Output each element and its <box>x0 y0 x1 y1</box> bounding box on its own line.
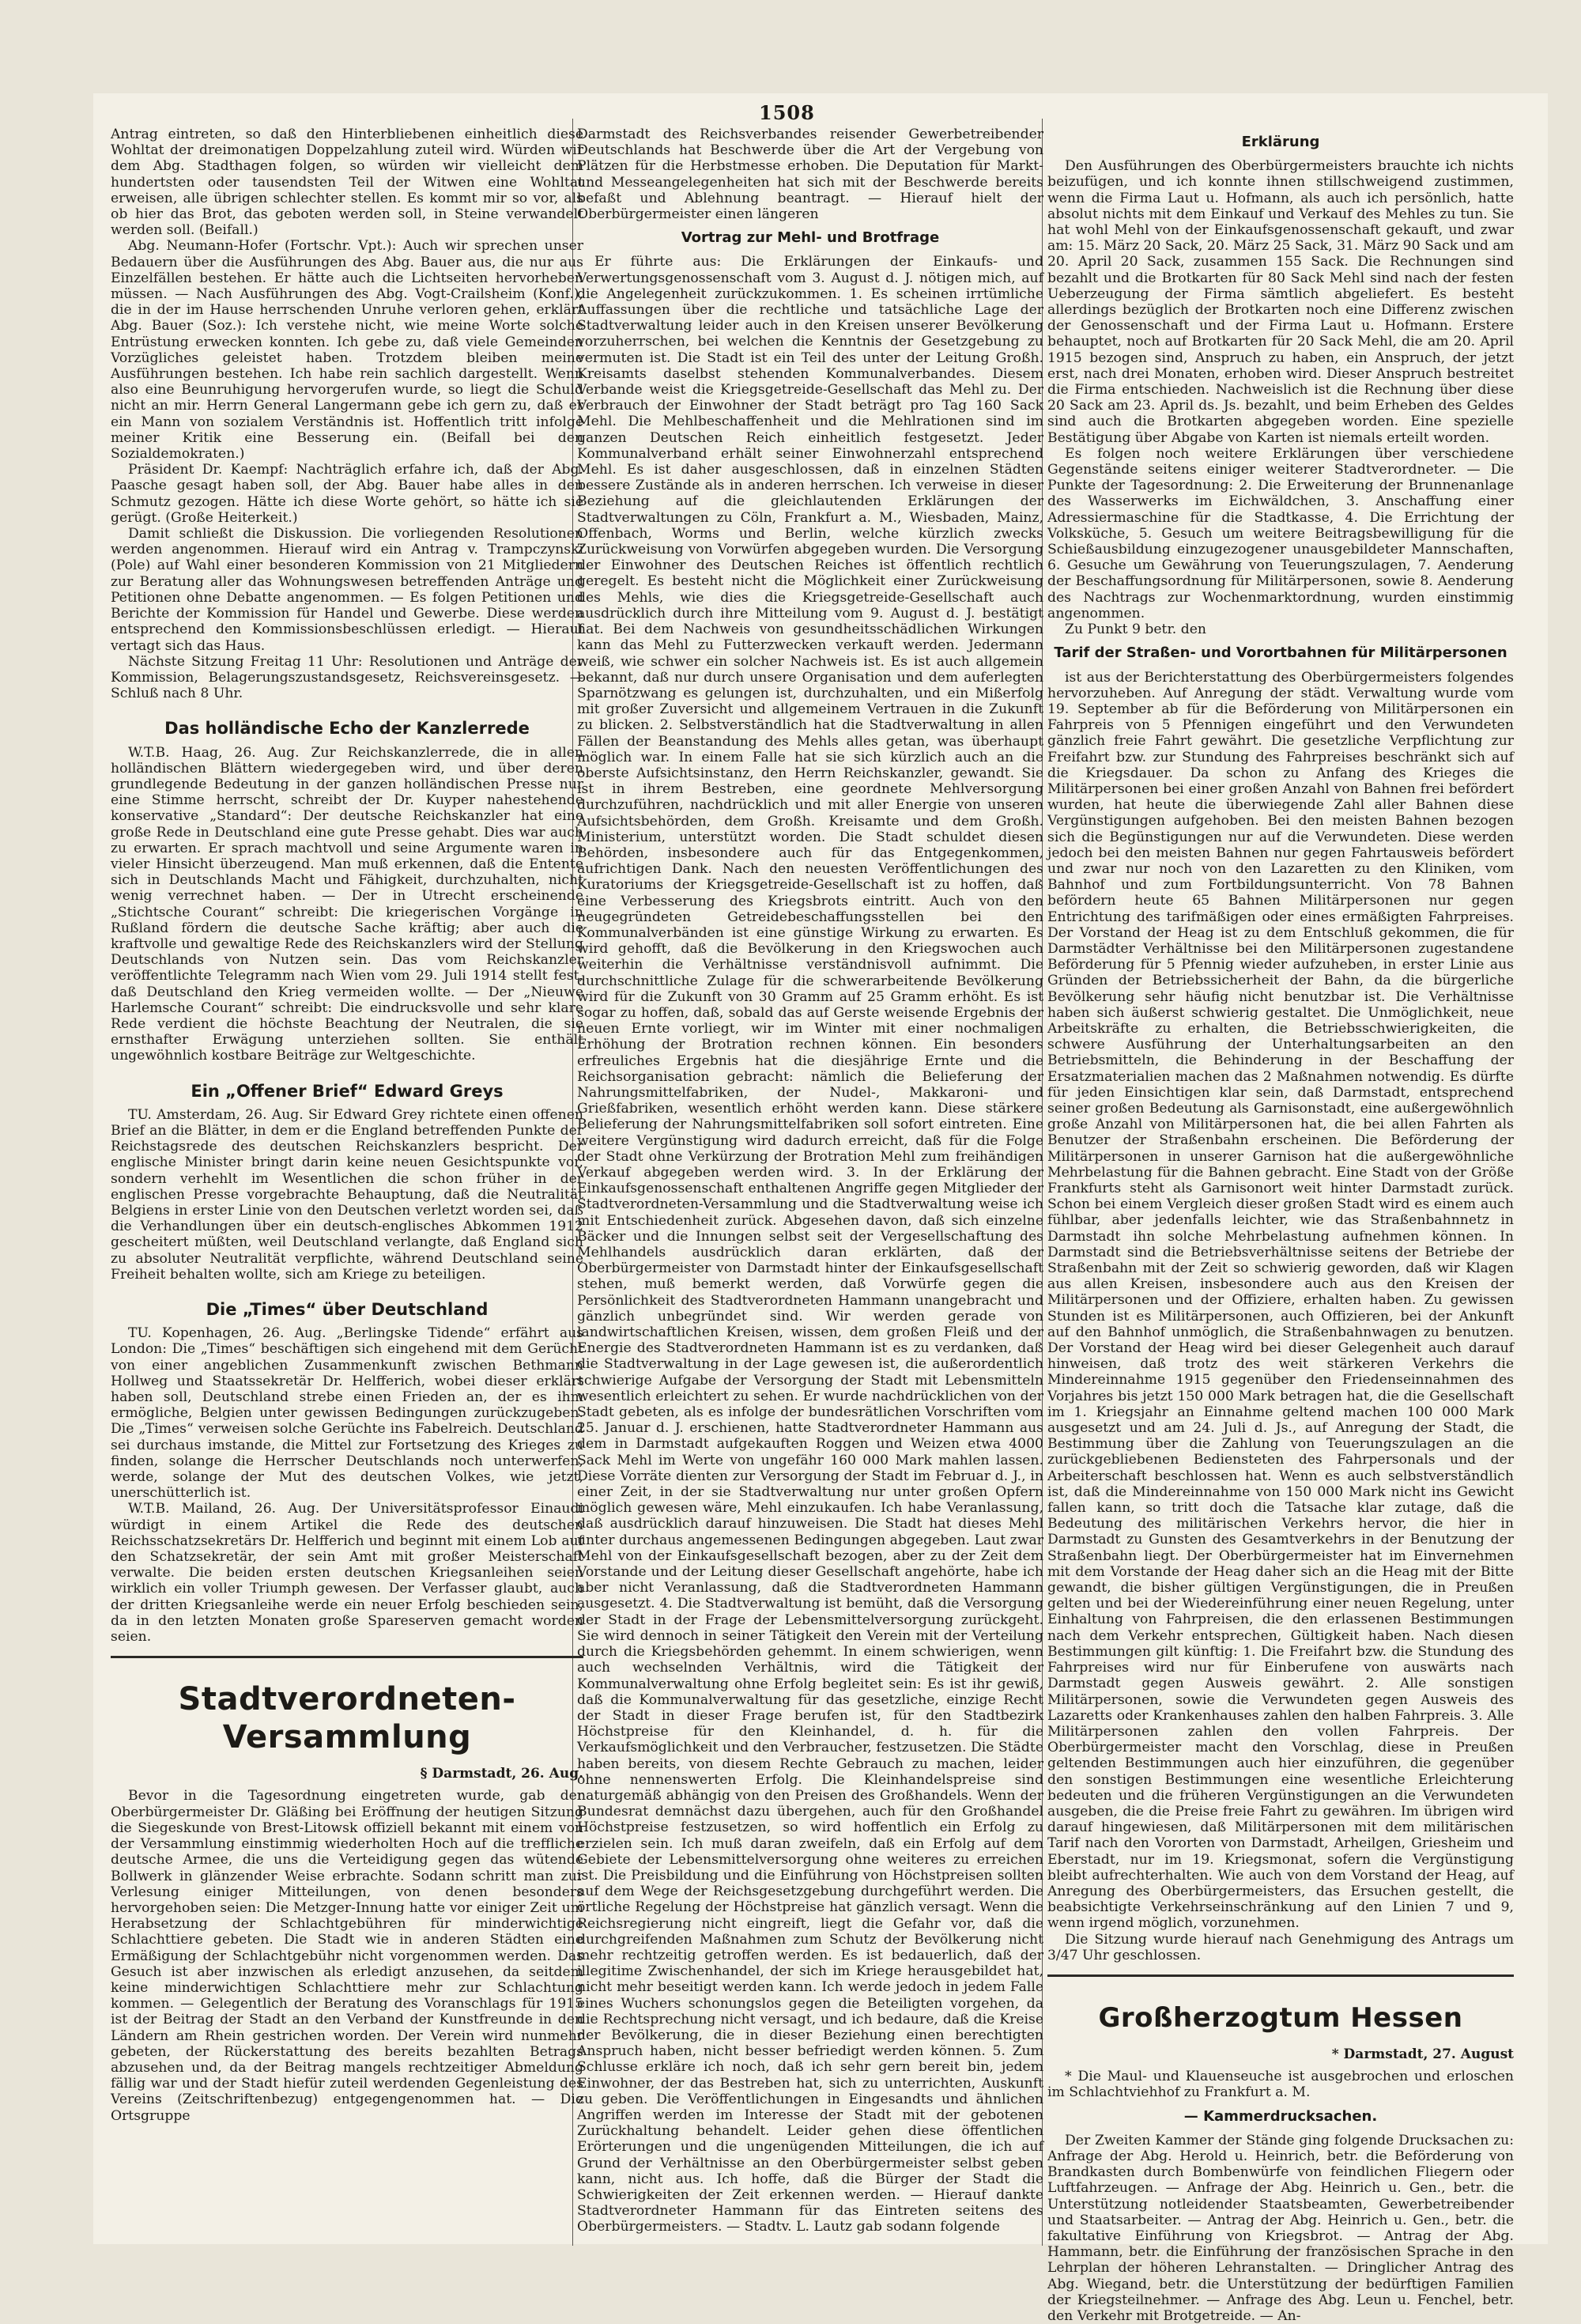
paragraph: Bevor in die Tagesordnung eingetreten wurde, gab der Oberbürgermeister Dr. Gläßing bei Eröffnung der heutigen Sitzung die Siegeskunde von Brest-Litowsk offiziell bekannt mit einem von der Versammlung einstimmig wiederholten Hoch auf die treffliche deutsche Armee, die uns die Verteidigung gegen das wütende Bollwerk in glänzender Weise erbrachte. Sodann schritt man zur Verlesung einiger Mitteilungen, von denen besonders hervorgehoben seien: Die Metzger-Innung hatte vor einiger Zeit um Herabsetzung der Schlachtgebühren für minderwichtige Schlachttiere gebeten. Die Stadt wie in anderen Städten eine Ermäßigung der Schlachtgebühr nicht vorgenommen werden. Das Gesuch ist aber inzwischen als erledigt anzusehen, da seitdem keine minderwichtigen Schlachttiere mehr zur Schlachtung kommen. — Gelegentlich der Beratung des Voranschlags für 1915 ist der Beitrag der Stadt an den Verband der Kunstfreunde in den Ländern am Rhein gestrichen worden. Der Verein wird nunmehr gebeten, der Rückerstattung des bereits bezahlten Betrags abzusehen und, da der Beitrag mangels rechtzeitiger Abmeldung fällig war und der Stadt hiefür zuteil werdenden Gegenleistung des Vereins (Zeitschriftenbezug) entgegengenommen hat. — Die Ortsgruppe <box>111 1788 583 2124</box>
column-3 <box>1047 127 1514 2324</box>
dateline: * Darmstadt, 27. August <box>1331 2046 1514 2062</box>
headline-times: Die „Times“ über Deutschland <box>206 1300 489 1320</box>
paragraph: TU. Kopenhagen, 26. Aug. „Berlingske Tidende“ erfährt aus London: Die „Times“ beschäftigen sich eingehend mit dem Gerücht von einer angeblichen Zusammenkunft zwischen Bethmann Hollweg und Staatssekretär Dr. Helfferich, wobei dieser erklärt haben soll, Deutschland strebe einen Frieden an, der es ihm ermögliche, Belgien unter gewissen Bedingungen zurückzugeben. Die „Times“ verweisen solche Gerüchte ins Fabelreich. Deutschland sei durchaus imstande, die Mittel zur Fortsetzung des Krieges zu finden, solange die Herrscher Deutschlands noch unterwerfen, werde, solange der Mut des deutschen Volkes, wie jetzt, unerschütterlich ist. <box>111 1325 583 1502</box>
paragraph: ist aus der Berichterstattung des Oberbürgermeisters folgendes hervorzuheben. Auf Anregung der städt. Verwaltung wurde vom 19. September ab für die Beförderung von Militärpersonen ein Fahrpreis von 5 Pfennigen eingeführt und den Verwundeten gänzlich freie Fahrt gewährt. Die gesetzliche Verpflichtung zur Freifahrt bzw. zur Stundung des Fahrpreises beschränkt sich auf die Kriegsdauer. Da schon zu Anfang des Krieges die Militärpersonen bei einer großen Anzahl von Bahnen frei befördert wurden, hat heute die überwiegende Zahl aller Bahnen diese Vergünstigungen aufgehoben. Bei den meisten Bahnen bezogen sich die Begünstigungen nur auf die Verwundeten. Diese werden jedoch bei den meisten Bahnen nur gegen Fahrtausweis befördert und zwar nur noch von den Lazaretten zu den Kliniken, vom Bahnhof und zum Fortbildungsunterricht. Von 78 Bahnen befördern heute 65 Bahnen Militärpersonen nur gegen Entrichtung des tarifmäßigen oder eines ermäßigten Fahrpreises. Der Vorstand der Heag ist zu dem Entschluß gekommen, die für Darmstädter Verhältnisse bei den Militärpersonen zugestandene Beförderung für 5 Pfennig wieder aufzuheben, in erster Linie aus Gründen der Betriebssicherheit der Bahn, da die bürgerliche Bevölkerung sehr häufig nicht benutzbar ist. Die Verhältnisse haben sich äußerst schwierig gestaltet. Die Unmöglichkeit, neue Arbeitskräfte zu erhalten, die Betriebsschwierigkeiten, die schwere Ausführung der Unterhaltungsarbeiten an den Betriebsmitteln, die Behinderung in der Beschaffung der Ersatzmaterialien machen das 2 Maßnahmen notwendig. Es dürfte für jeden Einsichtigen klar sein, daß Darmstadt, entsprechend seiner großen Bedeutung als Garnisonstadt, eine außergewöhnlich große Anzahl von Militärpersonen hat, die bei allen Fahrten als Benutzer der Straßenbahn erscheinen. Die Beförderung der Militärpersonen in unserer Garnison hat die außergewöhnliche Mehrbelastung für die Bahnen gebracht. Eine Stadt von der Größe Frankfurts steht als Garnisonort weit hinter Darmstadt zurück. Schon bei einem Vergleich dieser großen Stadt wird es einem auch fühlbar, aber jedenfalls leichter, wie das Straßenbahnnetz in Darmstadt ihn solche Mehrbelastung aufnehmen können. In Darmstadt sind die Betriebsverhältnisse seitens der Betriebe der Straßenbahn mit der Zeit so schwierig geworden, daß wir Klagen aus allen Kreisen, insbesondere auch aus den Kreisen der Militärpersonen und der Offiziere, erhalten haben. Zu gewissen Stunden ist es Militärpersonen, auch Offizieren, bei der Ankunft auf den Bahnhof unmöglich, die Straßenbahnwagen zu benutzen. Der Vorstand der Heag wird bei dieser Gelegenheit auch darauf hinweisen, daß trotz des weit stärkeren Verkehrs die Mindereinnahme 1915 gegenüber den Friedenseinnahmen des Vorjahres bis jetzt 150 000 Mark betragen hat, die die Gesellschaft im 1. Kriegsjahr an Einnahme geltend machen 100 000 Mark ausgesetzt und am 24. Juli d. Js., auf Anregung der Stadt, die Bestimmung über die Zahlung von Teuerungszulagen an die zurückgebliebenen Bediensteten des Fahrpersonals und der Arbeiterschaft beschlossen hat. Wenn es auch selbstverständlich ist, daß die Mindereinnahme von 150 000 Mark nicht ins Gewicht fallen kann, so tritt doch die Tatsache klar zutage, daß die Bedeutung des militärischen Verkehrs hervor, die hier in Darmstadt zu Gunsten des Gesamtverkehrs in der Benutzung der Straßenbahn liegt. Der Oberbürgermeister hat im Einvernehmen mit dem Vorstande der Heag daher sich an die Heag mit der Bitte gewandt, die bisher gültigen Vergünstigungen, die in Preußen gelten und bei der Wiedereinführung einer neuen Regelung, unter Einhaltung von Fahrpreisen, die den erlassenen Bestimmungen nach dem Verkehr entsprechen, Gültigkeit haben. Nach diesen Bestimmungen gilt künftig: 1. Die Freifahrt bzw. die Stundung des Fahrpreises wird nur für Einberufene von auswärts nach Darmstadt gegen Ausweis gewährt. 2. Alle sonstigen Militärpersonen, sowie die Verwundeten gegen Ausweis des Lazaretts oder Krankenhauses zahlen den halben Fahrpreis. 3. Alle Militärpersonen zahlen den vollen Fahrpreis. Der Oberbürgermeister macht den Vorschlag, diese in Preußen geltenden Bestimmungen auch hier einzuführen, die gegenüber den sonstigen Bestimmungen eine wesentliche Erleichterung bedeuten und die früheren Vergünstigungen an die Verwundeten ausgeben, die die Preise freie Fahrt zu gewähren. Im übrigen wird darauf hingewiesen, daß Militärpersonen mit dem militärischen Tarif nach den Vororten von Darmstadt, Arheilgen, Griesheim und Eberstadt, nur im 19. Kriegsmonat, sofern die Vergünstigung bleibt aufrechterhalten. Wie auch von dem Vorstand der Heag, auf Anregung des Oberbürgermeisters, das Ersuchen gestellt, die beabsichtigte Verkehrseinschränkung auf den Linien 7 und 9, wenn irgend möglich, vorzunehmen. <box>1047 669 1514 1932</box>
paragraph: Er führte aus: Die Erklärungen der Einkaufs- und Verwertungsgenossenschaft vom 3. August d. J. nötigen mich, auf die Angelegenheit zurückzukommen. 1. Es scheinen irrtümliche Auffassungen über die rechtliche und tatsächliche Lage der Stadtverwaltung leider auch in den Kreisen unserer Bevölkerung vorzuherrschen, bei welchen die Kenntnis der Gesetzgebung zu vermuten ist. Die Stadt ist ein Teil des unter der Leitung Großh. Kreisamts daselbst stehenden Kommunalverbandes. Diesem Verbande weist die Kriegsgetreide-Gesellschaft das Mehl zu. Der Verbrauch der Einwohner der Stadt beträgt pro Tag 160 Sack Mehl. Die Mehlbeschaffenheit und die Mehlrationen sind im ganzen Deutschen Reich einheitlich festgesetzt. Jeder Kommunalverband erhält seiner Einwohnerzahl entsprechend Mehl. Es ist daher ausgeschlossen, daß in einzelnen Städten bessere Zustände als in anderen herrschen. Ich verweise in dieser Beziehung auf die gleichlautenden Erklärungen der Stadtverwaltungen zu Cöln, Frankfurt a. M., Wiesbaden, Mainz, Offenbach, Worms und Berlin, welche kürzlich zwecks Zurückweisung von Vorwürfen abgegeben wurden. Die Versorgung der Einwohner des Deutschen Reiches ist öffentlich rechtlich geregelt. Es besteht nicht die Möglichkeit einer Zurückweisung des Mehls, wie dies die Kriegsgetreide-Gesellschaft auch ausdrücklich durch ihre Mitteilung vom 9. August d. J. bestätigt hat. Bei dem Nachweis von gesundheitsschädlichen Wirkungen kann das Mehl zu Futterzwecken verkauft werden. Jedermann weiß, wie schwer ein solcher Nachweis ist. Es ist auch allgemein bekannt, daß nur durch unsere Organisation und dem auferlegten Sparnötzwang es gelungen ist, durchzuhalten, und ein Mißerfolg mit großer Zuversicht und allgemeinem Vertrauen in die Zukunft zu blicken. 2. Selbstverständlich hat die Stadtverwaltung in allen Fällen der Beanstandung des Mehls alles getan, was überhaupt möglich war. In einem Falle hat sie sich kürzlich auch an die oberste Aufsichtsinstanz, den Herrn Reichskanzler, gewandt. Sie ist in ihrem Bestreben, eine geordnete Mehlversorgung durchzuführen, nachdrücklich und mit aller Energie von unseren Aufsichtsbehörden, dem Großh. Kreisamte und dem Großh. Ministerium, unterstützt worden. Die Stadt schuldet diesen Behörden, insbesondere auch für das Entgegenkommen, aufrichtigen Dank. Nach den neuesten Veröffentlichungen des Kuratoriums der Kriegsgetreide-Gesellschaft ist zu hoffen, daß eine Verbesserung des Kriegsbrots eintritt. Auch von den neugegründeten Getreidebeschaffungsstellen bei den Kommunalverbänden ist eine günstige Wirkung zu erwarten. Es wird gehofft, daß die Bevölkerung in den Kriegswochen auch weiterhin die Verhältnisse verständnisvoll aufnimmt. Die durchschnittliche Zulage für die schwerarbeitende Bevölkerung wird für die Zukunft von 30 Gramm auf 25 Gramm erhöht. Es ist sogar zu hoffen, daß, sobald das auf Gerste weisende Ergebnis der neuen Ernte vorliegt, wir im Winter mit einer nochmaligen Erhöhung der Brotration rechnen können. Ein besonders erfreuliches Ergebnis hat die diesjährige Ernte und die Reichsorganisation gebracht: nämlich die Belieferung der Nahrungsmittelfabriken, der Nudel-, Makkaroni- und Grießfabriken, wesentlich erhöht werden kann. Diese stärkere Belieferung der Nahrungsmittelfabriken soll sofort eintreten. Eine weitere Vergünstigung wird dadurch erreicht, daß für die Folge der Stadt ohne Verkürzung der Brotration Mehl zum freihändigen Verkauf abgegeben werden wird. 3. In der Erklärung der Einkaufsgenossenschaft enthaltenen Angriffe gegen Mitglieder der Stadtverordneten-Versammlung und die Stadtverwaltung weise ich mit Entschiedenheit zurück. Abgesehen davon, daß sich einzelne Bäcker und die Innungen selbst seit der Vergesellschaftung des Mehlhandels ausdrücklich daran erklärten, daß der Oberbürgermeister von Darmstadt hinter der Einkaufsgesellschaft stehen, muß bemerkt werden, daß Vorwürfe gegen die Persönlichkeit des Stadtverordneten Hammann unangebracht und gänzlich unbegründet sind. Wir werden gerade von landwirtschaftlichen Kreisen, wissen, dem großen Fleiß und der Energie des Stadtverordneten Hammann ist es zu verdanken, daß die Stadtverwaltung in der Lage gewesen ist, die außerordentlich schwierige Aufgabe der Versorgung der Stadt mit Lebensmitteln wesentlich erleichtert zu sehen. Er wurde nachdrücklichen von der Stadt gebeten, als es infolge der bundesrätlichen Vorschriften vom 25. Januar d. J. erschienen, hatte Stadtverordneter Hammann aus dem in Darmstadt aufgekauften Roggen und Weizen etwa 4000 Sack Mehl im Werte von ungefähr 160 000 Mark mahlen lassen. Diese Vorräte dienten zur Versorgung der Stadt im Februar d. J., in einer Zeit, in der sie Stadtverwaltung nur unter großen Opfern möglich gewesen wäre, Mehl einzukaufen. Ich habe Veranlassung, daß ausdrücklich darauf hinzuweisen. Die Stadt hat dieses Mehl unter durchaus angemessenen Bedingungen abgegeben. Laut zwar Mehl von der Einkaufsgesellschaft bezogen, aber zu der Zeit dem Vorstande und der Leitung dieser Gesellschaft angehörte, habe ich aber nicht Veranlassung, daß die Stadtverordneten Hammann ausgesetzt. 4. Die Stadtverwaltung ist bemüht, daß die Versorgung der Stadt in der Frage der Lebensmittelversorgung zurückgeht. Sie wird dennoch in seiner Tätigkeit den Verein mit der Verteilung durch die Kriegsbehörden gehemmt. In einem schwierigen, wenn auch wechselnden Verhältnis, wird die Tätigkeit der Kommunalverwaltung ohne Erfolg begleitet sein: Es ist ihr gewiß, daß die Kommunalverwaltung für das gesetzliche, einzige Recht der Stadt in dieser Frage berufen ist, für den Stadtbezirk Höchstpreise für den Kleinhandel, d. h. für die Verkaufsmöglichkeit und den Verbraucher, festzusetzen. Die Städte haben bereits, von diesem Rechte Gebrauch zu machen, leider ohne nennenswerten Erfolg. Die Kleinhandelspreise sind naturgemäß abhängig von den Preisen des Großhandels. Wenn der Bundesrat demnächst dazu übergehen, auch für den Großhandel Höchstpreise festzusetzen, so wird hoffentlich ein Erfolg zu erzielen sein. Ich muß daran zweifeln, daß ein Erfolg auf dem Gebiete der Lebensmittelversorgung ohne weiteres zu erreichen ist. Die Preisbildung und die Einführung von Höchstpreisen sollten auf dem Wege der Reichsgesetzgebung durchgeführt werden. Die örtliche Regelung der Höchstpreise hat gänzlich versagt. Wenn die Reichsregierung nicht eingreift, liegt die Gefahr vor, daß die durchgreifenden Maßnahmen zum Schutz der Bevölkerung nicht mehr rechtzeitig getroffen werden. Es ist bedauerlich, daß der illegitime Zwischenhandel, der sich im Kriege herausgebildet hat, nicht mehr beseitigt werden kann. Ich werde jedoch in jedem Falle eines Wuchers schonungslos gegen die Beteiligten vorgehen, da die Rechtsprechung nicht versagt, und ich bedaure, daß die Kreise der Bevölkerung, die in dieser Beziehung einen berechtigten Anspruch haben, nicht besser befriedigt werden können. 5. Zum Schlusse erkläre ich noch, daß ich sehr gern bereit bin, jedem Einwohner, der das Bestreben hat, sich zu unterrichten, Auskunft zu geben. Die Veröffentlichungen in Eingesandts und ähnlichen Angriffen werden im Interesse der Stadt mit der gebotenen Zurückhaltung behandelt. Leider gehen diese öffentlichen Erörterungen und die ungenügenden Mitteilungen, die ich auf Grund der Verhältnisse an den Oberbürgermeister selbst geben kann, nicht aus. Ich hoffe, daß die Bürger der Stadt die Schwierigkeiten der Zeit erkennen werden. — Hierauf dankte Stadtverordneter Hammann für das Eintreten seitens des Oberbürgermeisters. — Stadtv. L. Lautz gab sodann folgende <box>577 254 1043 2235</box>
headline-mehl-brotfrage: Vortrag zur Mehl- und Brotfrage <box>681 229 940 247</box>
paragraph: Den Ausführungen des Oberbürgermeisters brauchte ich nichts beizufügen, und ich konnte ihnen stillschweigend zustimmen, wenn die Firma Laut u. Hofmann, als auch ich persönlich, hatte absolut nichts mit dem Einkauf und Verkauf des Mehles zu tun. Sie hat wohl Mehl von der Einkaufsgenossenschaft gekauft, und zwar am: 15. März 20 Sack, 20. März 25 Sack, 31. März 90 Sack und am 20. April 20 Sack, zusammen 155 Sack. Die Rechnungen sind bezahlt und die Brotkarten für 80 Sack Mehl sind nach der festen Ueberzeugung der Firma sämtlich abgeliefert. Es besteht allerdings bezüglich der Brotkarten noch eine Differenz zwischen der Genossenschaft und der Firma Laut u. Hofmann. Erstere behauptet, noch auf Brotkarten für 20 Sack Mehl, die am 20. April 1915 bezogen sind, Anspruch zu haben, ein Anspruch, der jetzt erst, nach drei Monaten, erhoben wird. Dieser Anspruch bestreitet die Firma entschieden. Nachweislich ist die Rechnung über diese 20 Sack am 23. April ds. Js. bezahlt, und beim Erheben des Geldes sind auch die Brotkarten abgegeben worden. Eine spezielle Bestätigung über Abgabe von Karten ist niemals erteilt worden. <box>1047 158 1514 446</box>
paragraph: Zu Punkt 9 betr. den <box>1065 622 1206 638</box>
column-2 <box>577 127 1043 2246</box>
paragraph: Die Sitzung wurde hierauf nach Genehmigung des Antrags um 3/47 Uhr geschlossen. <box>1047 1931 1514 1963</box>
paragraph: Präsident Dr. Kaempf: Nachträglich erfahre ich, daß der Abg. Paasche gesagt haben soll, der Abg. Bauer habe alles in den Schmutz gezogen. Hätte ich diese Worte gehört, so hätte ich sie gerügt. (Große Heiterkeit.) <box>111 462 583 526</box>
section-rule <box>111 1656 583 1658</box>
column-1 <box>111 127 583 2246</box>
paragraph: Nächste Sitzung Freitag 11 Uhr: Resolutionen und Anträge der Kommission, Belagerungszustandsgesetz, Reichsvereinsgesetz. — Schluß nach 8 Uhr. <box>111 653 583 702</box>
headline-grossherzogtum: Großherzogtum Hessen <box>1098 2001 1463 2034</box>
paragraph: Es folgen noch weitere Erklärungen über verschiedene Gegenstände seitens einiger weiterer Stadtverordneter. — Die Punkte der Tagesordnung: 2. Die Erweiterung der Brunnenanlage des Wasserwerks im Eichwäldchen, 3. Anschaffung einer Adressiermaschine für die Stadtkasse, 4. Die Errichtung der Volksküche, 5. Gesuch um weitere Beitragsbewilligung für die Schießausbildung einzugezogener unausgebildeter Mannschaften, 6. Gesuche um Gewährung von Teuerungszulagen, 7. Aenderung der Beschaffungsordnung für Militärpersonen, sowie 8. Aenderung des Nachtrags zur Wochenmarktordnung, wurden einstimmig angenommen. <box>1047 445 1514 622</box>
paragraph: Abg. Neumann-Hofer (Fortschr. Vpt.): Auch wir sprechen unser Bedauern über die Ausführungen des Abg. Bauer aus, die nur aus Einzelfällen bestehen. Er hätte auch die Lichtseiten hervorheben müssen. — Nach Ausführungen des Abg. Vogt-Crailsheim (Konf.), die in der im Hause herrschenden Unruhe verloren gehen, erklärt Abg. Bauer (Soz.): Ich verstehe nicht, wie meine Worte solche Entrüstung erwecken konnten. Ich gebe zu, daß viele Gemeinden Vorzügliches geleistet haben. Trotzdem bleiben meine Ausführungen bestehen. Ich habe rein sachlich dargestellt. Wenn also eine Beunruhigung hervorgerufen wurde, so liegt die Schuld nicht an mir. Herrn General Langermann gebe ich gern zu, daß er ein Mann von sozialem Verständnis ist. Hoffentlich tritt infolge meiner Kritik eine Besserung ein. (Beifall bei den Sozialdemokraten.) <box>111 238 583 463</box>
headline-tarif: Tarif der Straßen- und Vorortbahnen für Militärpersonen <box>1054 644 1507 662</box>
paragraph: Antrag eintreten, so daß den Hinterbliebenen einheitlich diese Wohltat der dreimonatigen Doppelzahlung zuteil wird. Würden wir dem Abg. Stadthagen folgen, so würden wir vielleicht dem hundertsten oder tausendsten Teil der Witwen eine Wohltat erweisen, alle übrigen schlechter stellen. Es kommt mir so vor, als ob hier das Brot, das geboten werden soll, in Steine verwandelt werden soll. (Beifall.) <box>111 127 583 239</box>
headline-kammerdrucksachen: — Kammerdrucksachen. <box>1183 2107 1378 2125</box>
page-number: 1508 <box>759 101 815 124</box>
paragraph: Darmstadt des Reichsverbandes reisender Gewerbetreibender Deutschlands hat Beschwerde über die Art der Vergebung von Plätzen für die Herbstmesse erhoben. Die Deputation für Markt- und Messeangelegenheiten hat sich mit der Beschwerde bereits befaßt und Ablehnung beantragt. — Hierauf hielt der Oberbürgermeister einen längeren <box>577 127 1043 223</box>
paragraph: * Die Maul- und Klauenseuche ist ausgebrochen und erloschen im Schlachtviehhof zu Frankfurt a. M. <box>1047 2069 1514 2101</box>
headline-grey-letter: Ein „Offener Brief“ Edward Greys <box>191 1081 504 1101</box>
paragraph: W.T.B. Mailand, 26. Aug. Der Universitätsprofessor Einaudi würdigt in einem Artikel die Rede des deutschen Reichsschatzsekretärs Dr. Helfferich und beginnt mit einem Lob auf den Schatzsekretär, der sein Amt mit großer Meisterschaft verwalte. Die beiden ersten deutschen Kriegsanleihen seien wirklich ein voller Triumph gewesen. Der Verfasser glaubt, auch der dritten Kriegsanleihe werde ein neuer Erfolg beschieden sein, da in den letzten Monaten große Spareserven gemacht worden seien. <box>111 1501 583 1646</box>
paragraph: Damit schließt die Diskussion. Die vorliegenden Resolutionen werden angenommen. Hierauf wird ein Antrag v. Trampczynski (Pole) auf Wahl einer besonderen Kommission von 21 Mitgliedern zur Beratung aller das Wohnungswesen betreffenden Anträge und Petitionen ohne Debatte angenommen. — Es folgen Petitionen und Berichte der Kommission für Handel und Gewerbe. Diese werden entsprechend den Kommissionsbeschlüssen erledigt. — Hierauf vertagt sich das Haus. <box>111 526 583 654</box>
headline-stadtverordneten: Stadtverordneten-Versammlung <box>178 1681 516 1756</box>
paragraph: TU. Amsterdam, 26. Aug. Sir Edward Grey richtete einen offenen Brief an die Blätter, in dem er die England betreffenden Punkte der Reichstagsrede des deutschen Reichskanzlers bespricht. Der englische Minister bringt darin keine neuen Gesichtspunkte vor, sondern verhehlt im Wesentlichen die schon früher in der englischen Presse vorgebrachte Behauptung, daß die Neutralität Belgiens in erster Linie von den Deutschen verletzt worden sei, daß die Verhandlungen über ein deutsch-englisches Abkommen 1912 gescheitert müßten, weil Deutschland verlangte, daß England sich zu absoluter Neutralität verpflichte, während Deutschland seine Freiheit behalten wollte, sich am Kriege zu beteiligen. <box>111 1106 583 1283</box>
headline-holland-echo: Das holländische Echo der Kanzlerrede <box>164 719 530 739</box>
headline-erklaerung: Erklärung <box>1241 134 1320 150</box>
dateline: § Darmstadt, 26. Aug. <box>420 1766 583 1782</box>
section-rule <box>1047 1974 1514 1977</box>
paragraph: W.T.B. Haag, 26. Aug. Zur Reichskanzlerrede, die in allen holländischen Blättern wiedergegeben wird, und über deren grundlegende Bedeutung in der ganzen holländischen Presse nur eine Stimme herrscht, schreibt der Dr. Kuyper nahestehende konservative „Standard“: Der deutsche Reichskanzler hat eine große Rede in Deutschland eine gute Presse gehabt. Dies war auch zu erwarten. Er sprach machtvoll und seine Argumente waren in vieler Hinsicht überzeugend. Man muß erkennen, daß die Entente sich in Deutschlands Macht und Fähigkeit, durchzuhalten, nicht wenig verrechnet haben. — Der in Utrecht erscheinende „Stichtsche Courant“ schreibt: Die kriegerischen Vorgänge in Rußland fördern die deutsche Sache kräftig; aber auch die kraftvolle und gewaltige Rede des Reichskanzlers wird der Stellung Deutschlands von Nutzen sein. Das vom Reichskanzler veröffentlichte Telegramm nach Wien vom 29. Juli 1914 stellt fest, daß Deutschland den Krieg vermeiden wollte. — Der „Nieuwe Harlemsche Courant“ schreibt: Die eindrucksvolle und sehr klare Rede verdient die höchste Beachtung der Neutralen, die sie ernsthafter Erwägung unterziehen sollten. Sie enthält ungewöhnlich kostbare Beiträge zur Weltgeschichte. <box>111 744 583 1064</box>
paragraph: Der Zweiten Kammer der Stände ging folgende Drucksachen zu: Anfrage der Abg. Herold u. Heinrich, betr. die Beförderung von Brandkasten durch Bombenwürfe von feindlichen Fliegern oder Luftfahrzeugen. — Anfrage der Abg. Heinrich u. Gen., betr. die Unterstützung notleidender Staatsbeamten, Gewerbetreibender und Staatsarbeiter. — Antrag der Abg. Heinrich u. Gen., betr. die fakultative Einführung von Kriegsbrot. — Antrag der Abg. Hammann, betr. die Einführung der französischen Sprache in den Lehrplan der höheren Lehranstalten. — Dringlicher Antrag des Abg. Wiegand, betr. die Unterstützung der bedürftigen Familien der Kriegsteilnehmer. — Anfrage des Abg. Leun u. Fenchel, betr. den Verkehr mit Brotgetreide. — An- <box>1047 2132 1514 2324</box>
